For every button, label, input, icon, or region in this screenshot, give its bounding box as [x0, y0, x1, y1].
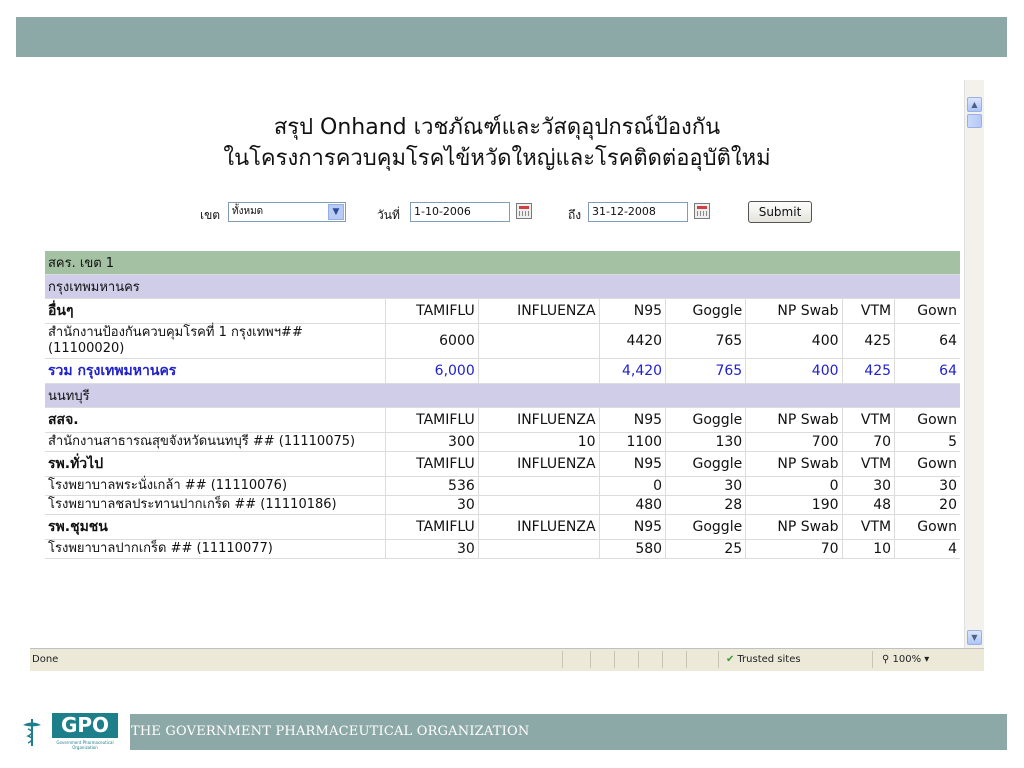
- scroll-up-icon[interactable]: ▲: [967, 97, 982, 112]
- value-cell: 765: [666, 359, 746, 384]
- value-cell: 400: [746, 359, 842, 384]
- filter-bar: [30, 201, 964, 225]
- scroll-down-icon[interactable]: ▼: [967, 630, 982, 645]
- value-cell: 0: [746, 477, 842, 496]
- value-cell: 6000: [386, 324, 479, 359]
- value-cell: 425: [842, 359, 895, 384]
- column-header: N95: [599, 408, 666, 433]
- column-header: Goggle: [666, 515, 746, 540]
- title-line-1: สรุป Onhand เวชภัณฑ์และวัสดุอุปกรณ์ป้องกัน: [273, 115, 721, 140]
- onhand-table: [45, 251, 960, 559]
- footer-banner: [16, 714, 1007, 750]
- value-cell: 64: [895, 324, 960, 359]
- date-from-label: วันที่: [377, 208, 400, 222]
- column-header: N95: [599, 452, 666, 477]
- date-from-input[interactable]: 1-10-2006: [410, 202, 510, 222]
- column-header: VTM: [842, 452, 895, 477]
- value-cell: 5: [895, 433, 960, 452]
- browser-frame: [30, 80, 984, 682]
- logo-subtext: Government Pharmaceutical Organization: [56, 740, 114, 750]
- page-title: [30, 112, 964, 174]
- title-line-2: ในโครงการควบคุมโรคไข้หวัดใหญ่และโรคติดต่ออุบัติใหม่: [223, 146, 771, 171]
- zoom-level: 100%: [892, 654, 922, 665]
- column-header: INFLUENZA: [478, 299, 599, 324]
- column-header: NP Swab: [746, 299, 842, 324]
- value-cell: 4: [895, 540, 960, 559]
- value-cell: 30: [895, 477, 960, 496]
- org-name: THE GOVERNMENT PHARMACEUTICAL ORGANIZATION: [131, 724, 530, 739]
- value-cell: 28: [666, 496, 746, 515]
- value-cell: [478, 477, 599, 496]
- zoom-control[interactable]: ⚲ 100% ▾: [882, 654, 930, 665]
- security-zone: [726, 654, 801, 665]
- vertical-scrollbar[interactable]: [964, 80, 984, 648]
- column-header: VTM: [842, 299, 895, 324]
- value-cell: 6,000: [386, 359, 479, 384]
- date-to-input[interactable]: 31-12-2008: [588, 202, 688, 222]
- status-divider: [614, 651, 615, 668]
- group-label: รพ.ทั่วไป: [45, 452, 386, 477]
- province-label: กรุงเทพมหานคร: [45, 275, 960, 299]
- column-header: VTM: [842, 515, 895, 540]
- facility-name: โรงพยาบาลพระนั่งเกล้า ## (11110076): [45, 477, 386, 496]
- value-cell: 48: [842, 496, 895, 515]
- scroll-thumb[interactable]: [967, 114, 982, 128]
- chevron-down-icon[interactable]: ▼: [328, 204, 344, 220]
- page-content: [30, 80, 978, 648]
- value-cell: 10: [478, 433, 599, 452]
- logo-text: GPO: [52, 713, 118, 738]
- table-row: [45, 477, 960, 496]
- column-header: Gown: [895, 515, 960, 540]
- column-header: N95: [599, 299, 666, 324]
- group-label: สสจ.: [45, 408, 386, 433]
- value-cell: 70: [746, 540, 842, 559]
- status-divider: [718, 651, 719, 668]
- column-header: INFLUENZA: [478, 452, 599, 477]
- column-header: Goggle: [666, 452, 746, 477]
- value-cell: 130: [666, 433, 746, 452]
- column-header: Gown: [895, 408, 960, 433]
- column-header: NP Swab: [746, 515, 842, 540]
- column-header: TAMIFLU: [386, 452, 479, 477]
- status-divider: [562, 651, 563, 668]
- section-label: สคร. เขต 1: [45, 251, 960, 275]
- value-cell: [478, 540, 599, 559]
- value-cell: 190: [746, 496, 842, 515]
- section-row: [45, 251, 960, 275]
- value-cell: 70: [842, 433, 895, 452]
- zone-select-value: ทั้งหมด: [232, 206, 264, 217]
- province-label: นนทบุรี: [45, 384, 960, 408]
- table-row: [45, 496, 960, 515]
- value-cell: 1100: [599, 433, 666, 452]
- value-cell: [478, 324, 599, 359]
- caduceus-icon: [22, 717, 42, 747]
- value-cell: [478, 359, 599, 384]
- province-row: [45, 275, 960, 299]
- security-zone-label: Trusted sites: [737, 654, 801, 665]
- value-cell: 30: [386, 540, 479, 559]
- browser-statusbar: [30, 648, 984, 671]
- province-row: [45, 384, 960, 408]
- value-cell: 536: [386, 477, 479, 496]
- group-header-row: [45, 299, 960, 324]
- value-cell: 765: [666, 324, 746, 359]
- column-header: Goggle: [666, 299, 746, 324]
- column-header: Gown: [895, 452, 960, 477]
- top-banner: [16, 17, 1007, 57]
- table-row: [45, 540, 960, 559]
- group-header-row: [45, 408, 960, 433]
- zone-select[interactable]: [228, 202, 346, 222]
- gpo-logo: [16, 714, 130, 750]
- column-header: INFLUENZA: [478, 408, 599, 433]
- calendar-icon[interactable]: [694, 203, 710, 219]
- table-row: [45, 433, 960, 452]
- facility-name: สำนักงานป้องกันควบคุมโรคที่ 1 กรุงเทพฯ## (11100020): [45, 324, 386, 359]
- facility-name: โรงพยาบาลชลประทานปากเกร็ด ## (11110186): [45, 496, 386, 515]
- value-cell: 400: [746, 324, 842, 359]
- value-cell: [478, 496, 599, 515]
- value-cell: 20: [895, 496, 960, 515]
- total-label: รวม กรุงเทพมหานคร: [45, 359, 386, 384]
- value-cell: 300: [386, 433, 479, 452]
- date-to-label: ถึง: [568, 208, 582, 222]
- value-cell: 480: [599, 496, 666, 515]
- value-cell: 4,420: [599, 359, 666, 384]
- value-cell: 0: [599, 477, 666, 496]
- column-header: Gown: [895, 299, 960, 324]
- column-header: TAMIFLU: [386, 299, 479, 324]
- group-label: อื่นๆ: [45, 299, 386, 324]
- facility-name: สำนักงานสาธารณสุขจังหวัดนนทบุรี ## (11110075): [45, 433, 386, 452]
- value-cell: 30: [386, 496, 479, 515]
- column-header: NP Swab: [746, 408, 842, 433]
- status-divider: [662, 651, 663, 668]
- table-row: [45, 324, 960, 359]
- column-header: TAMIFLU: [386, 408, 479, 433]
- zone-label: เขต: [200, 208, 221, 222]
- column-header: N95: [599, 515, 666, 540]
- value-cell: 700: [746, 433, 842, 452]
- value-cell: 30: [842, 477, 895, 496]
- submit-button[interactable]: Submit: [748, 201, 812, 223]
- column-header: INFLUENZA: [478, 515, 599, 540]
- column-header: TAMIFLU: [386, 515, 479, 540]
- check-icon: ✔: [726, 654, 735, 665]
- total-row: [45, 359, 960, 384]
- group-header-row: [45, 452, 960, 477]
- status-divider: [872, 651, 873, 668]
- status-divider: [686, 651, 687, 668]
- value-cell: 4420: [599, 324, 666, 359]
- value-cell: 30: [666, 477, 746, 496]
- value-cell: 64: [895, 359, 960, 384]
- facility-name: โรงพยาบาลปากเกร็ด ## (11110077): [45, 540, 386, 559]
- onhand-table-body: [45, 251, 960, 559]
- group-label: รพ.ชุมชน: [45, 515, 386, 540]
- group-header-row: [45, 515, 960, 540]
- status-divider: [590, 651, 591, 668]
- column-header: NP Swab: [746, 452, 842, 477]
- value-cell: 25: [666, 540, 746, 559]
- calendar-icon[interactable]: [516, 203, 532, 219]
- status-text: Done: [32, 654, 59, 665]
- value-cell: 425: [842, 324, 895, 359]
- column-header: Goggle: [666, 408, 746, 433]
- column-header: VTM: [842, 408, 895, 433]
- status-divider: [638, 651, 639, 668]
- value-cell: 580: [599, 540, 666, 559]
- value-cell: 10: [842, 540, 895, 559]
